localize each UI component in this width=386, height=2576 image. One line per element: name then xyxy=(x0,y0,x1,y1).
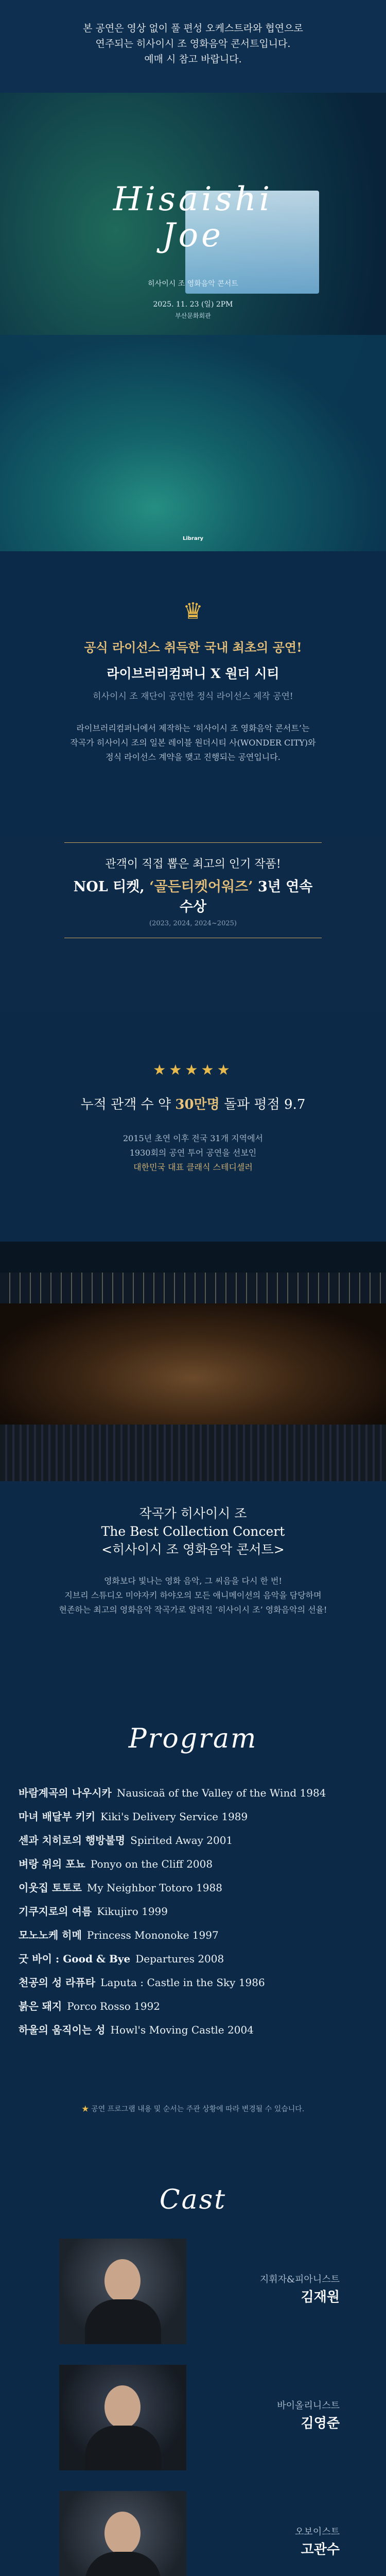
cast-member xyxy=(0,2231,386,2357)
cast-body xyxy=(85,2299,161,2344)
desc-line: 정식 라이선스 계약을 맺고 진행되는 공연입니다. xyxy=(106,752,280,762)
program-item-ko: 기쿠지로의 여름 xyxy=(19,1905,92,1918)
program-item-en: Laputa : Castle in the Sky xyxy=(100,1976,236,1989)
program-item-year: 2001 xyxy=(206,1834,233,1846)
cast-role: 오보이스트 xyxy=(295,2527,340,2537)
program-item xyxy=(19,1900,386,1923)
cast-head xyxy=(104,2385,141,2429)
intro-title xyxy=(0,1504,386,1558)
intro-title-line: The Best Collection Concert xyxy=(101,1524,285,1539)
program-item-en: Nausicaä of the Valley of the Wind xyxy=(116,1787,297,1799)
program-item-ko: 모노노케 히메 xyxy=(19,1929,82,1941)
program-item-en: Howl's Moving Castle xyxy=(110,2024,224,2036)
stats-description xyxy=(0,1131,386,1175)
program-item-en: My Neighbor Totoro xyxy=(86,1882,193,1894)
program-item-ko: 센과 치히로의 행방불명 xyxy=(19,1834,126,1846)
cast-name: 김영준 xyxy=(301,2416,340,2431)
program-item xyxy=(19,1971,386,1994)
program-item-ko: 바람계곡의 나우시카 xyxy=(19,1787,112,1799)
program-item-en: Spirited Away xyxy=(130,1834,203,1846)
stage-lights xyxy=(0,1273,386,1303)
program-item xyxy=(19,2018,386,2042)
stats-line-highlight: 대한민국 대표 클래식 스테디셀러 xyxy=(133,1162,253,1172)
program-item-year: 1997 xyxy=(192,1929,219,1941)
award-years: (2023, 2024, 2024~2025) xyxy=(149,920,237,927)
stats-suffix: 돌파 평점 9.7 xyxy=(224,1097,306,1112)
composer-intro xyxy=(0,1481,386,1703)
intro-line: 영화보다 빛나는 영화 음악, 그 씨음을 다시 한 번! xyxy=(104,1576,282,1586)
hero-poster xyxy=(0,93,386,551)
cast-head xyxy=(104,2512,141,2555)
desc-line: 라이브러리컴퍼니에서 제작하는 ‘히사이시 조 영화음악 콘서트’는 xyxy=(76,723,310,733)
company-logo: Library xyxy=(182,536,204,541)
license-company: 라이브러리컴퍼니 X 원더 시티 xyxy=(107,666,279,681)
intro-title-line: <히사이시 조 영화음악 콘서트> xyxy=(101,1542,285,1557)
program-item-year: 1988 xyxy=(196,1882,222,1894)
program-item xyxy=(19,1828,386,1852)
program-item-en: Porco Rosso xyxy=(67,2000,131,2012)
notice-section xyxy=(0,0,386,93)
stats-prefix: 누적 관객 수 약 xyxy=(80,1097,171,1112)
note-bullet-icon: ★ xyxy=(81,2105,89,2113)
program-item-year: 2008 xyxy=(198,1953,224,1965)
hero-subtitle: 히사이시 조 영화음악 콘서트 xyxy=(148,280,238,288)
crown-icon: ♛ xyxy=(183,598,203,624)
program-section xyxy=(0,1703,386,2179)
cast-body xyxy=(85,2426,161,2470)
license-section xyxy=(0,551,386,837)
cast-title: Cast xyxy=(159,2184,227,2215)
intro-description xyxy=(0,1574,386,1617)
wave-artwork xyxy=(0,335,386,551)
stats-line: 1930회의 공연 투어 공연을 선보인 xyxy=(129,1148,257,1158)
cast-body xyxy=(85,2552,161,2576)
program-item xyxy=(19,1852,386,1876)
intro-title-line: 작곡가 히사이시 조 xyxy=(139,1506,247,1521)
cast-photo xyxy=(59,2239,186,2344)
program-item xyxy=(19,1947,386,1971)
program-item-ko: 천공의 성 라퓨타 xyxy=(19,1976,96,1989)
program-item-year: 1986 xyxy=(238,1976,265,1989)
stats-section xyxy=(0,1012,386,1242)
stats-highlight: 30만명 xyxy=(175,1097,220,1112)
program-item-ko: 굿 바이 : Good & Bye xyxy=(19,1953,131,1965)
hero-date: 2025. 11. 23 (일) 2PM xyxy=(153,300,233,309)
program-item-year: 1992 xyxy=(134,2000,161,2012)
award-line1: 관객이 직접 뽑은 최고의 인기 작품! xyxy=(105,858,281,871)
intro-line: 현존하는 최고의 영화음악 작곡가로 알려진 ‘히사이시 조’ 영화음악의 선율! xyxy=(59,1605,327,1615)
program-item-ko: 마녀 배달부 키키 xyxy=(19,1810,96,1823)
program-item-en: Ponyo on the Cliff xyxy=(90,1858,183,1870)
award-box xyxy=(64,842,322,938)
program-item xyxy=(19,1805,386,1828)
program-item-ko: 이웃집 토토로 xyxy=(19,1882,82,1894)
intro-line: 지브리 스튜디오 미야자키 하야오의 모든 애니메이션의 음악을 담당하며 xyxy=(64,1590,322,1600)
award-suffix: 3년 연속 수상 xyxy=(179,879,313,915)
program-item-en: Kikujiro xyxy=(97,1905,138,1918)
program-item-ko: 붉은 돼지 xyxy=(19,2000,62,2012)
program-list xyxy=(19,1781,386,2042)
hero-venue: 부산문화회관 xyxy=(175,312,211,319)
stats-line: 2015년 초연 이후 전국 31개 지역에서 xyxy=(123,1133,263,1143)
stage xyxy=(0,1303,386,1427)
program-item xyxy=(19,1876,386,1900)
cast-member xyxy=(0,2483,386,2576)
hero-title: Hisaishi xyxy=(113,180,273,218)
cast-name: 고관수 xyxy=(301,2542,340,2557)
notice-line: 예매 시 참고 바랍니다. xyxy=(144,54,242,65)
cast-member xyxy=(0,2357,386,2483)
program-item xyxy=(19,1994,386,2018)
award-prefix: NOL 티켓, xyxy=(73,879,145,895)
cast-role: 지휘자&피아니스트 xyxy=(259,2274,340,2285)
program-note-text: 공연 프로그램 내용 및 순서는 주관 상황에 따라 변경될 수 있습니다. xyxy=(91,2105,305,2113)
award-highlight: ‘골든티켓어워즈’ xyxy=(149,879,253,895)
stats-headline xyxy=(0,1094,386,1113)
orchestra-photo xyxy=(0,1242,386,1481)
program-item-year: 1989 xyxy=(221,1810,248,1823)
cast-name: 김재원 xyxy=(301,2290,340,2305)
program-item-year: 1999 xyxy=(142,1905,168,1918)
cast-photo xyxy=(59,2491,186,2576)
license-tagline: 히사이시 조 재단이 공인한 정식 라이선스 제작 공연! xyxy=(93,691,293,702)
program-item-ko: 벼랑 위의 포뇨 xyxy=(19,1858,85,1870)
program-item-year: 2008 xyxy=(186,1858,213,1870)
program-title: Program xyxy=(128,1723,258,1754)
award-section xyxy=(0,837,386,1012)
cast-photo xyxy=(59,2365,186,2470)
program-item-year: 2004 xyxy=(227,2024,254,2036)
cast-role: 바이올리니스트 xyxy=(277,2400,340,2411)
desc-line: 작곡가 히사이시 조의 일본 레이블 원더시티 사(WONDER CITY)와 xyxy=(70,738,316,748)
program-item-ko: 하울의 움직이는 성 xyxy=(19,2024,106,2036)
program-item xyxy=(19,1923,386,1947)
program-note xyxy=(0,2104,386,2114)
program-item-en: Princess Mononoke xyxy=(86,1929,189,1941)
license-description xyxy=(0,721,386,765)
notice-line: 본 공연은 영상 없이 풀 편성 오케스트라와 협연으로 xyxy=(83,23,303,34)
star-rating-icon: ★★★★★ xyxy=(153,1061,233,1078)
program-item xyxy=(19,1781,386,1805)
cast-section xyxy=(0,2179,386,2576)
notice-line: 연주되는 히사이시 조 영화음악 콘서트입니다. xyxy=(95,38,291,49)
program-item-year: 1984 xyxy=(300,1787,326,1799)
program-item-en: Departures xyxy=(135,1953,195,1965)
award-line2 xyxy=(64,875,322,916)
license-headline: 공식 라이선스 취득한 국내 최초의 공연! xyxy=(84,640,302,655)
audience-seats xyxy=(0,1425,386,1481)
program-item-en: Kiki's Delivery Service xyxy=(100,1810,218,1823)
hero-title-line2: Joe xyxy=(162,216,224,255)
cast-head xyxy=(104,2259,141,2302)
